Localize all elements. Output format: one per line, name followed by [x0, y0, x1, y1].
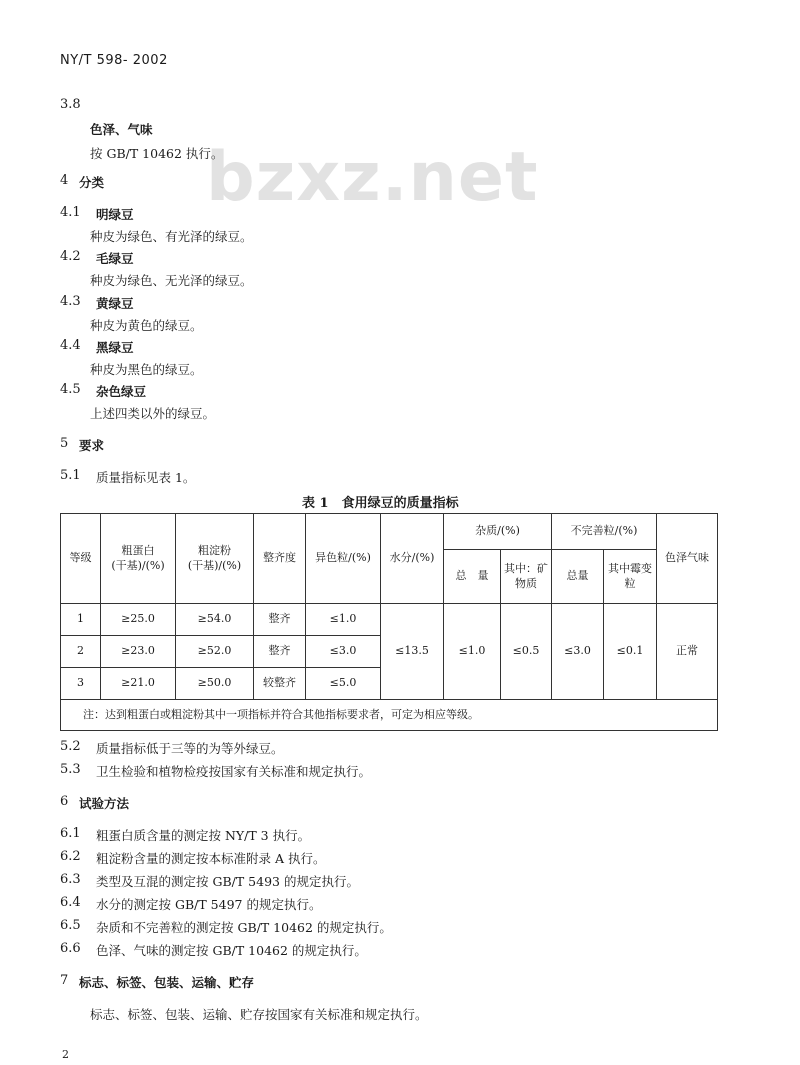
item-6-2-number: 6.2 — [60, 849, 81, 864]
table-header-row — [61, 514, 718, 550]
cell-protein: ≥21.0 — [101, 668, 176, 700]
item-4-1-title: 明绿豆 — [96, 207, 134, 222]
table-caption: 表 1 食用绿豆的质量指标 — [302, 496, 459, 511]
item-4-4-title: 黑绿豆 — [96, 340, 134, 355]
cell-uniformity: 整齐 — [254, 636, 306, 668]
page-number: 2 — [62, 1048, 69, 1061]
cell-color-odor: 正常 — [657, 604, 718, 700]
item-4-5-number: 4.5 — [60, 382, 81, 397]
header-heterochromatic: 异色粒/(%) — [306, 514, 381, 604]
item-6-5-number: 6.5 — [60, 918, 81, 933]
table-row — [61, 604, 718, 636]
section-6-title: 试验方法 — [79, 796, 130, 811]
item-4-1-number: 4.1 — [60, 205, 81, 220]
item-4-4-body: 种皮为黑色的绿豆。 — [90, 362, 203, 377]
item-6-5-text: 杂质和不完善粒的测定按 GB/T 10462 的规定执行。 — [96, 920, 392, 935]
header-color-odor: 色泽气味 — [657, 514, 718, 604]
cell-uniformity: 整齐 — [254, 604, 306, 636]
section-7-body: 标志、标签、包装、运输、贮存按国家有关标准和规定执行。 — [90, 1007, 428, 1022]
item-5-3-text: 卫生检验和植物检疫按国家有关标准和规定执行。 — [96, 764, 372, 779]
section-5-title: 要求 — [79, 438, 105, 453]
cell-protein: ≥25.0 — [101, 604, 176, 636]
header-imperfect-mold: 其中霉变粒 — [604, 550, 657, 604]
item-6-4-text: 水分的测定按 GB/T 5497 的规定执行。 — [96, 897, 322, 912]
cell-imperfect-mold: ≤0.1 — [604, 604, 657, 700]
header-imperfect-total: 总量 — [552, 550, 604, 604]
cell-uniformity: 较整齐 — [254, 668, 306, 700]
header-uniformity: 整齐度 — [254, 514, 306, 604]
item-5-1-number: 5.1 — [60, 468, 81, 483]
header-grade: 等级 — [61, 514, 101, 604]
cell-grade: 2 — [61, 636, 101, 668]
item-6-1-number: 6.1 — [60, 826, 81, 841]
header-impurity-total: 总 量 — [444, 550, 501, 604]
cell-moisture: ≤13.5 — [381, 604, 444, 700]
quality-table — [60, 513, 718, 731]
header-starch: 粗淀粉 (干基)/(%) — [176, 514, 254, 604]
table-note: 注：达到粗蛋白或粗淀粉其中一项指标并符合其他指标要求者，可定为相应等级。 — [61, 700, 718, 731]
cell-starch: ≥54.0 — [176, 604, 254, 636]
section-7-title: 标志、标签、包装、运输、贮存 — [79, 975, 255, 990]
cell-grade: 1 — [61, 604, 101, 636]
item-6-3-text: 类型及互混的测定按 GB/T 5493 的规定执行。 — [96, 874, 359, 889]
item-5-2-text: 质量指标低于三等的为等外绿豆。 — [96, 741, 284, 756]
item-4-5-title: 杂色绿豆 — [96, 384, 147, 399]
item-4-3-body: 种皮为黄色的绿豆。 — [90, 318, 203, 333]
item-6-4-number: 6.4 — [60, 895, 81, 910]
section-3-8-number: 3.8 — [60, 97, 81, 112]
table-note-row — [61, 700, 718, 731]
cell-heterochromatic: ≤5.0 — [306, 668, 381, 700]
item-6-6-number: 6.6 — [60, 941, 81, 956]
item-5-2-number: 5.2 — [60, 739, 81, 754]
document-id: NY/T 598- 2002 — [60, 53, 168, 68]
header-moisture: 水分/(%) — [381, 514, 444, 604]
item-6-2-text: 粗淀粉含量的测定按本标准附录 A 执行。 — [96, 851, 326, 866]
cell-impurity-total: ≤1.0 — [444, 604, 501, 700]
cell-heterochromatic: ≤3.0 — [306, 636, 381, 668]
cell-grade: 3 — [61, 668, 101, 700]
section-3-8-title: 色泽、气味 — [90, 122, 153, 137]
cell-impurity-mineral: ≤0.5 — [501, 604, 552, 700]
item-4-5-body: 上述四类以外的绿豆。 — [90, 406, 216, 421]
item-5-1-text: 质量指标见表 1。 — [96, 470, 196, 485]
section-6-number: 6 — [60, 794, 69, 809]
item-4-2-body: 种皮为绿色、无光泽的绿豆。 — [90, 273, 253, 288]
item-4-3-number: 4.3 — [60, 294, 81, 309]
section-7-number: 7 — [60, 973, 69, 988]
section-4-title: 分类 — [79, 175, 105, 190]
watermark: bzxz.net — [206, 138, 539, 217]
item-4-2-title: 毛绿豆 — [96, 251, 134, 266]
item-6-3-number: 6.3 — [60, 872, 81, 887]
item-4-3-title: 黄绿豆 — [96, 296, 134, 311]
section-4-number: 4 — [60, 173, 69, 188]
header-impurity-mineral: 其中：矿物质 — [501, 550, 552, 604]
cell-starch: ≥50.0 — [176, 668, 254, 700]
item-4-1-body: 种皮为绿色、有光泽的绿豆。 — [90, 229, 253, 244]
section-3-8-body: 按 GB/T 10462 执行。 — [90, 146, 224, 161]
cell-starch: ≥52.0 — [176, 636, 254, 668]
item-6-1-text: 粗蛋白质含量的测定按 NY/T 3 执行。 — [96, 828, 311, 843]
header-impurity: 杂质/(%) — [444, 514, 552, 550]
item-4-2-number: 4.2 — [60, 249, 81, 264]
cell-imperfect-total: ≤3.0 — [552, 604, 604, 700]
cell-heterochromatic: ≤1.0 — [306, 604, 381, 636]
header-imperfect: 不完善粒/(%) — [552, 514, 657, 550]
header-protein: 粗蛋白 (干基)/(%) — [101, 514, 176, 604]
section-5-number: 5 — [60, 436, 69, 451]
cell-protein: ≥23.0 — [101, 636, 176, 668]
item-5-3-number: 5.3 — [60, 762, 81, 777]
item-6-6-text: 色泽、气味的测定按 GB/T 10462 的规定执行。 — [96, 943, 367, 958]
item-4-4-number: 4.4 — [60, 338, 81, 353]
